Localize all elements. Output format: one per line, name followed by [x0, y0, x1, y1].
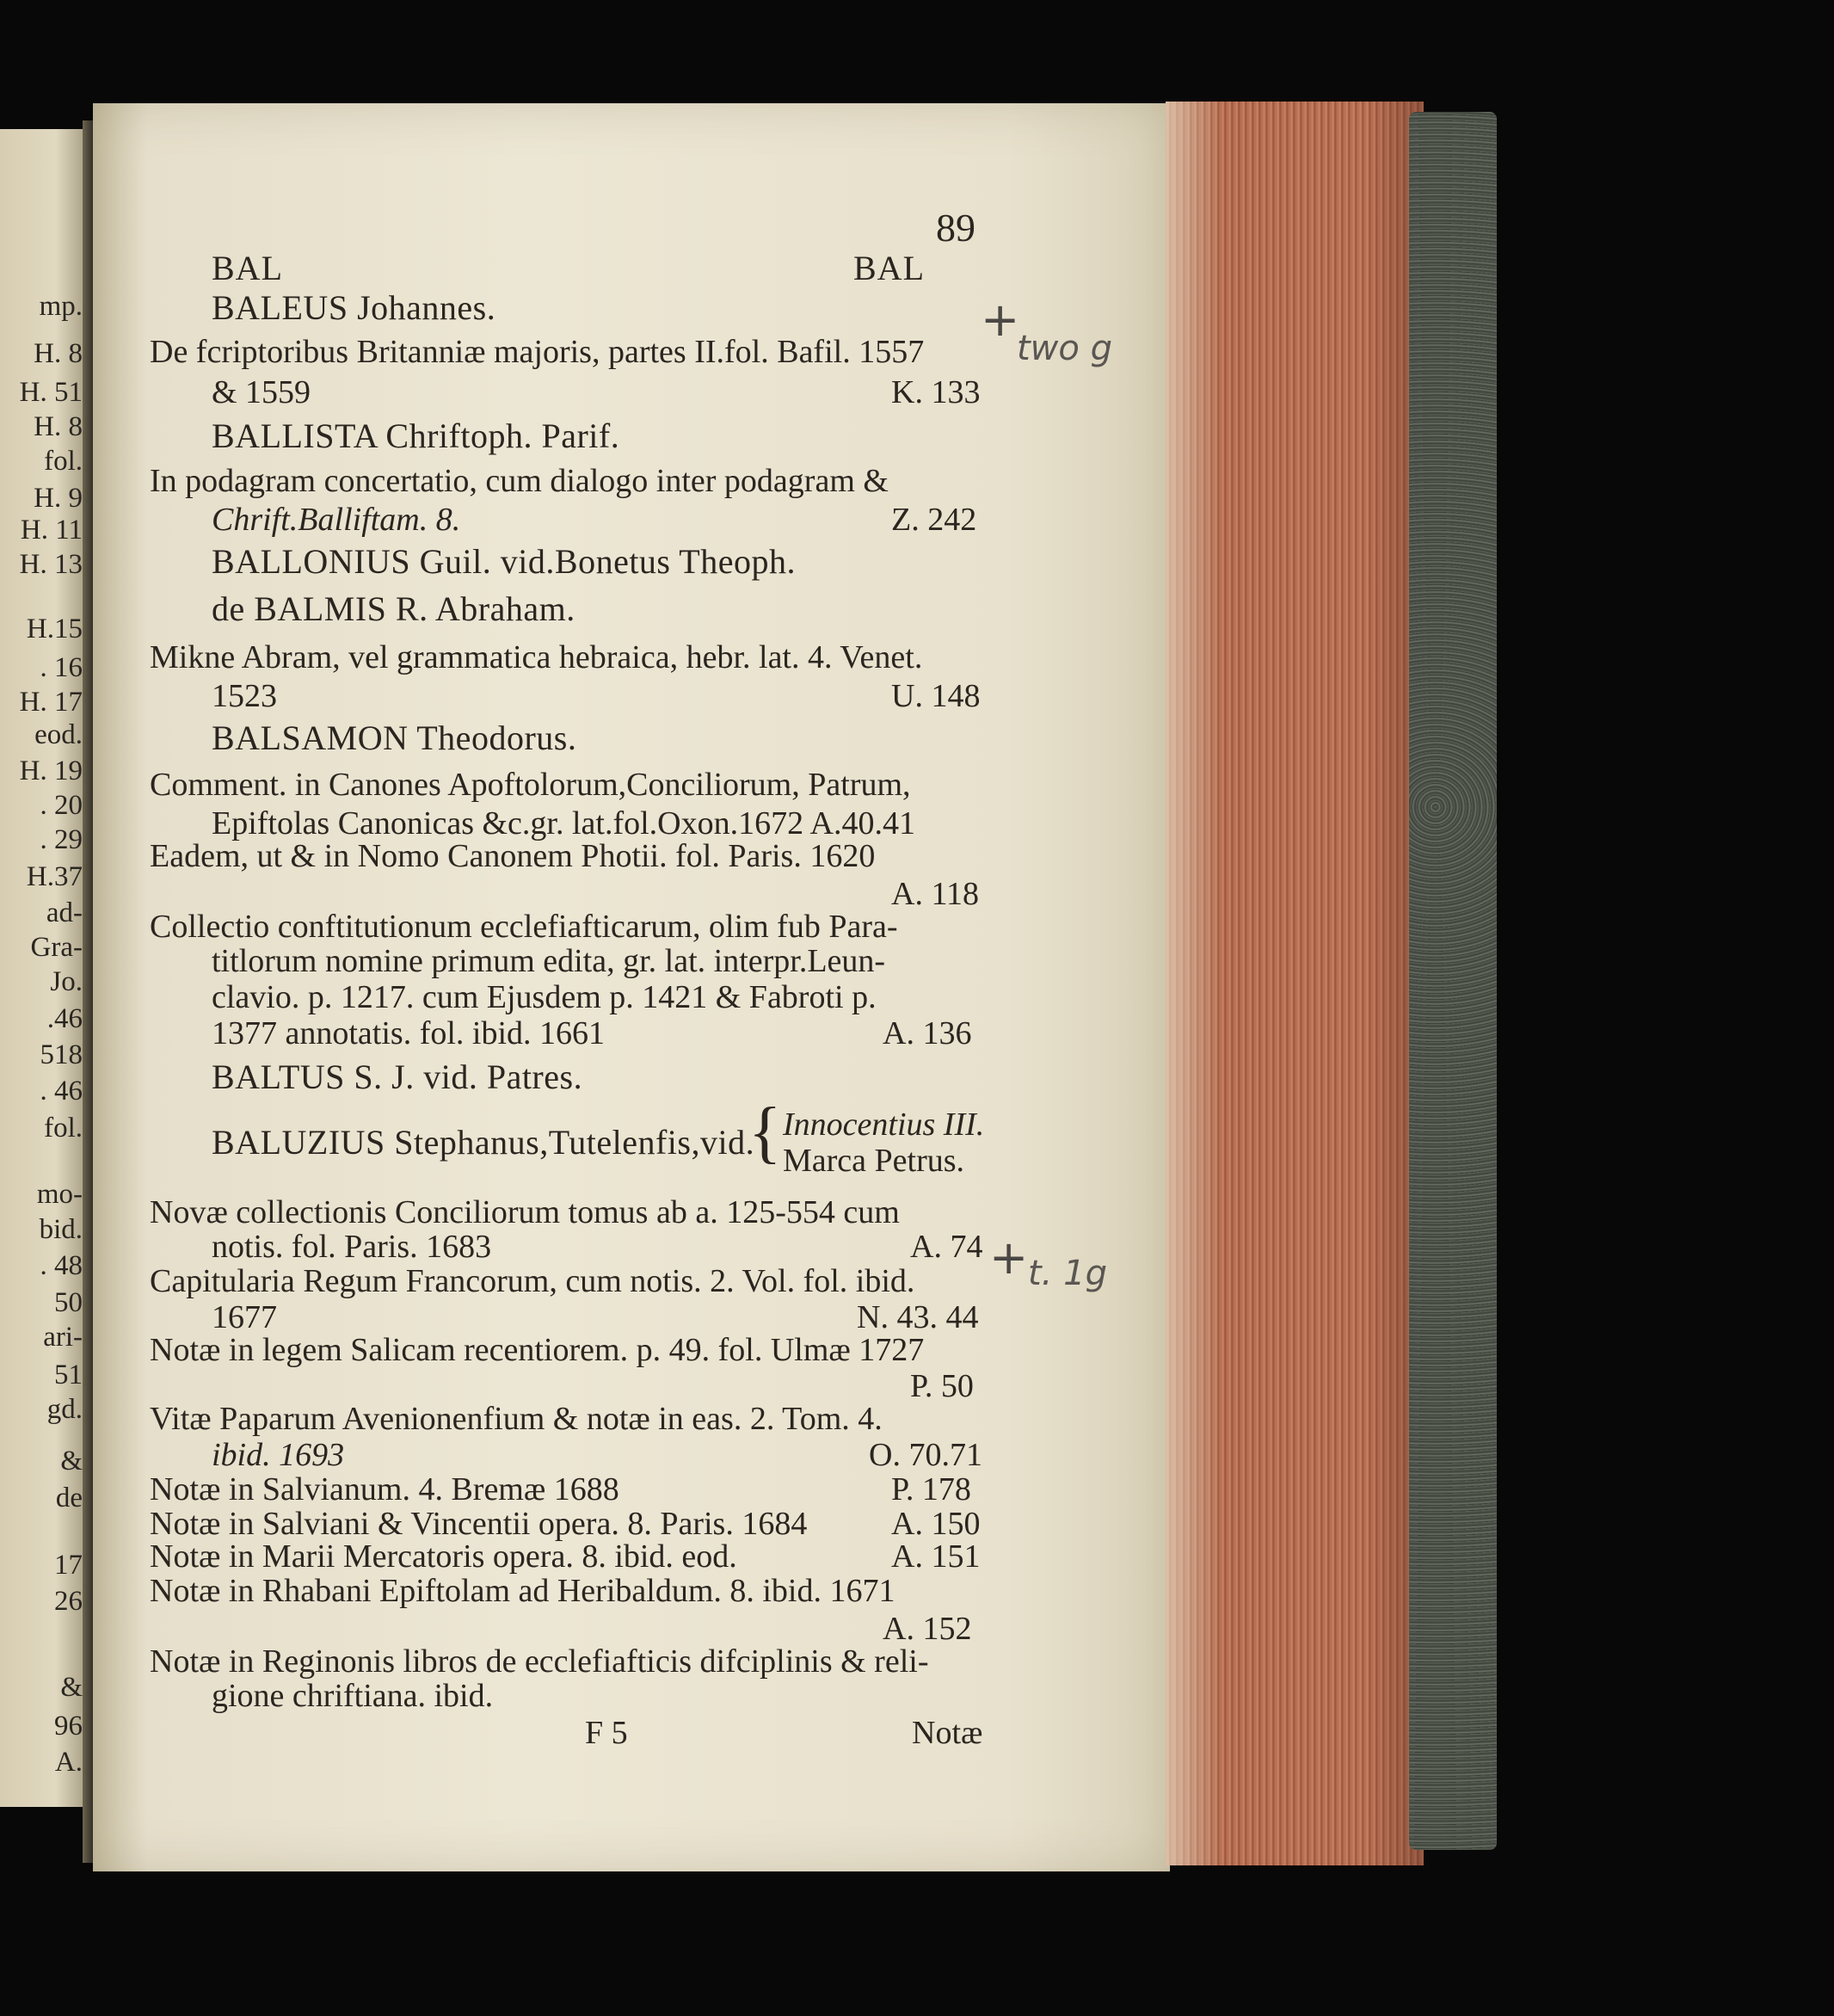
entry-line: & 1559	[212, 374, 311, 410]
left-margin-text: mo-	[36, 1179, 83, 1210]
page-number: 89	[936, 206, 975, 250]
running-head-right: BAL	[853, 249, 925, 287]
handwritten-note: two g	[1017, 329, 1112, 368]
left-margin-text: . 46	[40, 1076, 83, 1107]
left-margin-text: . 20	[40, 790, 83, 821]
left-margin-text: 50	[54, 1287, 83, 1318]
shelf-mark: U. 148	[891, 678, 981, 714]
entry-heading: BALLONIUS Guil. vid.Bonetus Theoph.	[212, 542, 796, 581]
left-margin-text: &	[60, 1446, 83, 1477]
left-margin-text: .46	[46, 1003, 83, 1034]
entry-line: Capitularia Regum Francorum, cum notis. 2. Vol. fol. ibid.	[150, 1263, 915, 1299]
left-margin-text: H.15	[26, 613, 83, 644]
cross-reference: Marca Petrus.	[783, 1143, 965, 1179]
left-margin-text: H. 51	[19, 377, 83, 408]
entry-line: In podagram concertatio, cum dialogo inter podagram &	[150, 463, 889, 499]
left-margin-text: . 48	[40, 1250, 83, 1281]
entry-heading: BALSAMON Theodorus.	[212, 718, 577, 757]
entry-line: gione chriftiana. ibid.	[212, 1678, 494, 1714]
handwritten-mark: +	[981, 293, 1020, 347]
shelf-mark: N. 43. 44	[857, 1299, 979, 1335]
left-margin-text: 17	[54, 1550, 83, 1581]
left-margin-text: fol.	[44, 1113, 83, 1144]
left-margin-text: ad-	[46, 897, 83, 928]
entry-line: Comment. in Canones Apoftolorum,Conciliorum, Patrum,	[150, 767, 911, 803]
left-margin-text: H. 13	[19, 549, 83, 580]
left-margin-text: . 16	[40, 652, 83, 683]
entry-line: clavio. p. 1217. cum Ejusdem p. 1421 & Fabroti p.	[212, 979, 877, 1015]
brace-glyph: {	[748, 1094, 782, 1170]
shelf-mark: A. 74	[910, 1229, 983, 1265]
shelf-mark: A. 150	[891, 1506, 981, 1542]
left-margin-text: &	[60, 1672, 83, 1703]
entry-line: Vitæ Paparum Avenionenfium & notæ in eas. 2. Tom. 4.	[150, 1401, 883, 1437]
entry-line: Notæ in Salviani & Vincentii opera. 8. Paris. 1684	[150, 1506, 808, 1542]
left-margin-text: 96	[54, 1711, 83, 1742]
entry-line: Notæ in Rhabani Epiftolam ad Heribaldum. 8. ibid. 1671	[150, 1573, 895, 1609]
left-margin-text: H. 19	[19, 755, 83, 786]
left-margin-text: gd.	[46, 1394, 83, 1425]
handwritten-mark: +	[989, 1230, 1029, 1285]
left-margin-text: H. 11	[20, 515, 83, 546]
entry-heading: BALUZIUS Stephanus,Tutelenfis,vid.	[212, 1123, 755, 1162]
entry-line: Mikne Abram, vel grammatica hebraica, hebr. lat. 4. Venet.	[150, 639, 923, 675]
left-margin-text: ari-	[43, 1322, 83, 1353]
left-margin-text: H. 8	[34, 411, 83, 442]
shelf-mark: A. 152	[883, 1611, 972, 1647]
left-margin-text: 26	[54, 1586, 83, 1617]
left-margin-text: H.37	[26, 861, 83, 892]
entry-line: Eadem, ut & in Nomo Canonem Photii. fol. Paris. 1620	[150, 838, 876, 874]
entry-line: Notæ in Reginonis libros de ecclefiafticis difciplinis & reli-	[150, 1643, 929, 1680]
handwritten-note: t. 1g	[1028, 1254, 1107, 1293]
entry-heading: BALTUS S. J. vid. Patres.	[212, 1057, 583, 1096]
entry-line: Chrift.Balliftam. 8.	[212, 502, 461, 538]
left-margin-text: bid.	[39, 1214, 83, 1245]
entry-heading: BALEUS Johannes.	[212, 288, 496, 327]
entry-line: 1677	[212, 1299, 277, 1335]
entry-line: notis. fol. Paris. 1683	[212, 1229, 492, 1265]
shelf-mark: P. 50	[910, 1368, 974, 1404]
entry-heading: BALLISTA Chriftoph. Parif.	[212, 416, 620, 455]
entry-line: Collectio conftitutionum ecclefiafticarum, olim fub Para-	[150, 909, 898, 945]
entry-line: Notæ in legem Salicam recentiorem. p. 49. fol. Ulmæ 1727	[150, 1332, 925, 1368]
entry-line: Epiftolas Canonicas &c.gr. lat.fol.Oxon.1672 A.40.41	[212, 805, 915, 842]
left-margin-text: H. 9	[34, 483, 83, 514]
shelf-mark: Z. 242	[891, 502, 977, 538]
entry-line: 1523	[212, 678, 277, 714]
left-margin-text: Gra-	[30, 932, 83, 963]
shelf-mark: K. 133	[891, 374, 981, 410]
entry-line: 1377 annotatis. fol. ibid. 1661	[212, 1015, 606, 1051]
left-margin-text: . 29	[40, 824, 83, 855]
cross-reference: Innocentius III.	[783, 1107, 985, 1143]
entry-line: Notæ in Marii Mercatoris opera. 8. ibid. eod.	[150, 1538, 737, 1575]
shelf-mark: A. 151	[891, 1538, 981, 1575]
shelf-mark: A. 118	[891, 876, 980, 912]
entry-line: De fcriptoribus Britanniæ majoris, partes II.fol. Bafil. 1557	[150, 334, 925, 370]
entry-heading: de BALMIS R. Abraham.	[212, 589, 575, 628]
shelf-mark: O. 70.71	[869, 1437, 982, 1473]
signature-mark: F 5	[585, 1715, 628, 1751]
catchword: Notæ	[912, 1715, 983, 1751]
left-margin-text: 51	[54, 1359, 83, 1390]
left-margin-text: 518	[40, 1039, 83, 1070]
entry-line: ibid. 1693	[212, 1437, 345, 1473]
shelf-mark: P. 178	[891, 1471, 971, 1507]
left-margin-text: Jo.	[50, 966, 83, 997]
running-head-left: BAL	[212, 249, 283, 287]
left-margin-text: mp.	[39, 291, 83, 322]
left-margin-text: de	[55, 1483, 83, 1514]
shelf-mark: A. 136	[883, 1015, 972, 1051]
left-margin-text: H. 8	[34, 338, 83, 369]
left-margin-text: H. 17	[19, 687, 83, 718]
left-margin-text: eod.	[34, 719, 83, 750]
entry-line: Notæ in Salvianum. 4. Bremæ 1688	[150, 1471, 619, 1507]
left-margin-text: fol.	[44, 446, 83, 477]
left-margin-text: A.	[54, 1747, 83, 1778]
entry-line: Novæ collectionis Conciliorum tomus ab a. 125-554 cum	[150, 1194, 900, 1230]
entry-line: titlorum nomine primum edita, gr. lat. interpr.Leun-	[212, 943, 886, 979]
